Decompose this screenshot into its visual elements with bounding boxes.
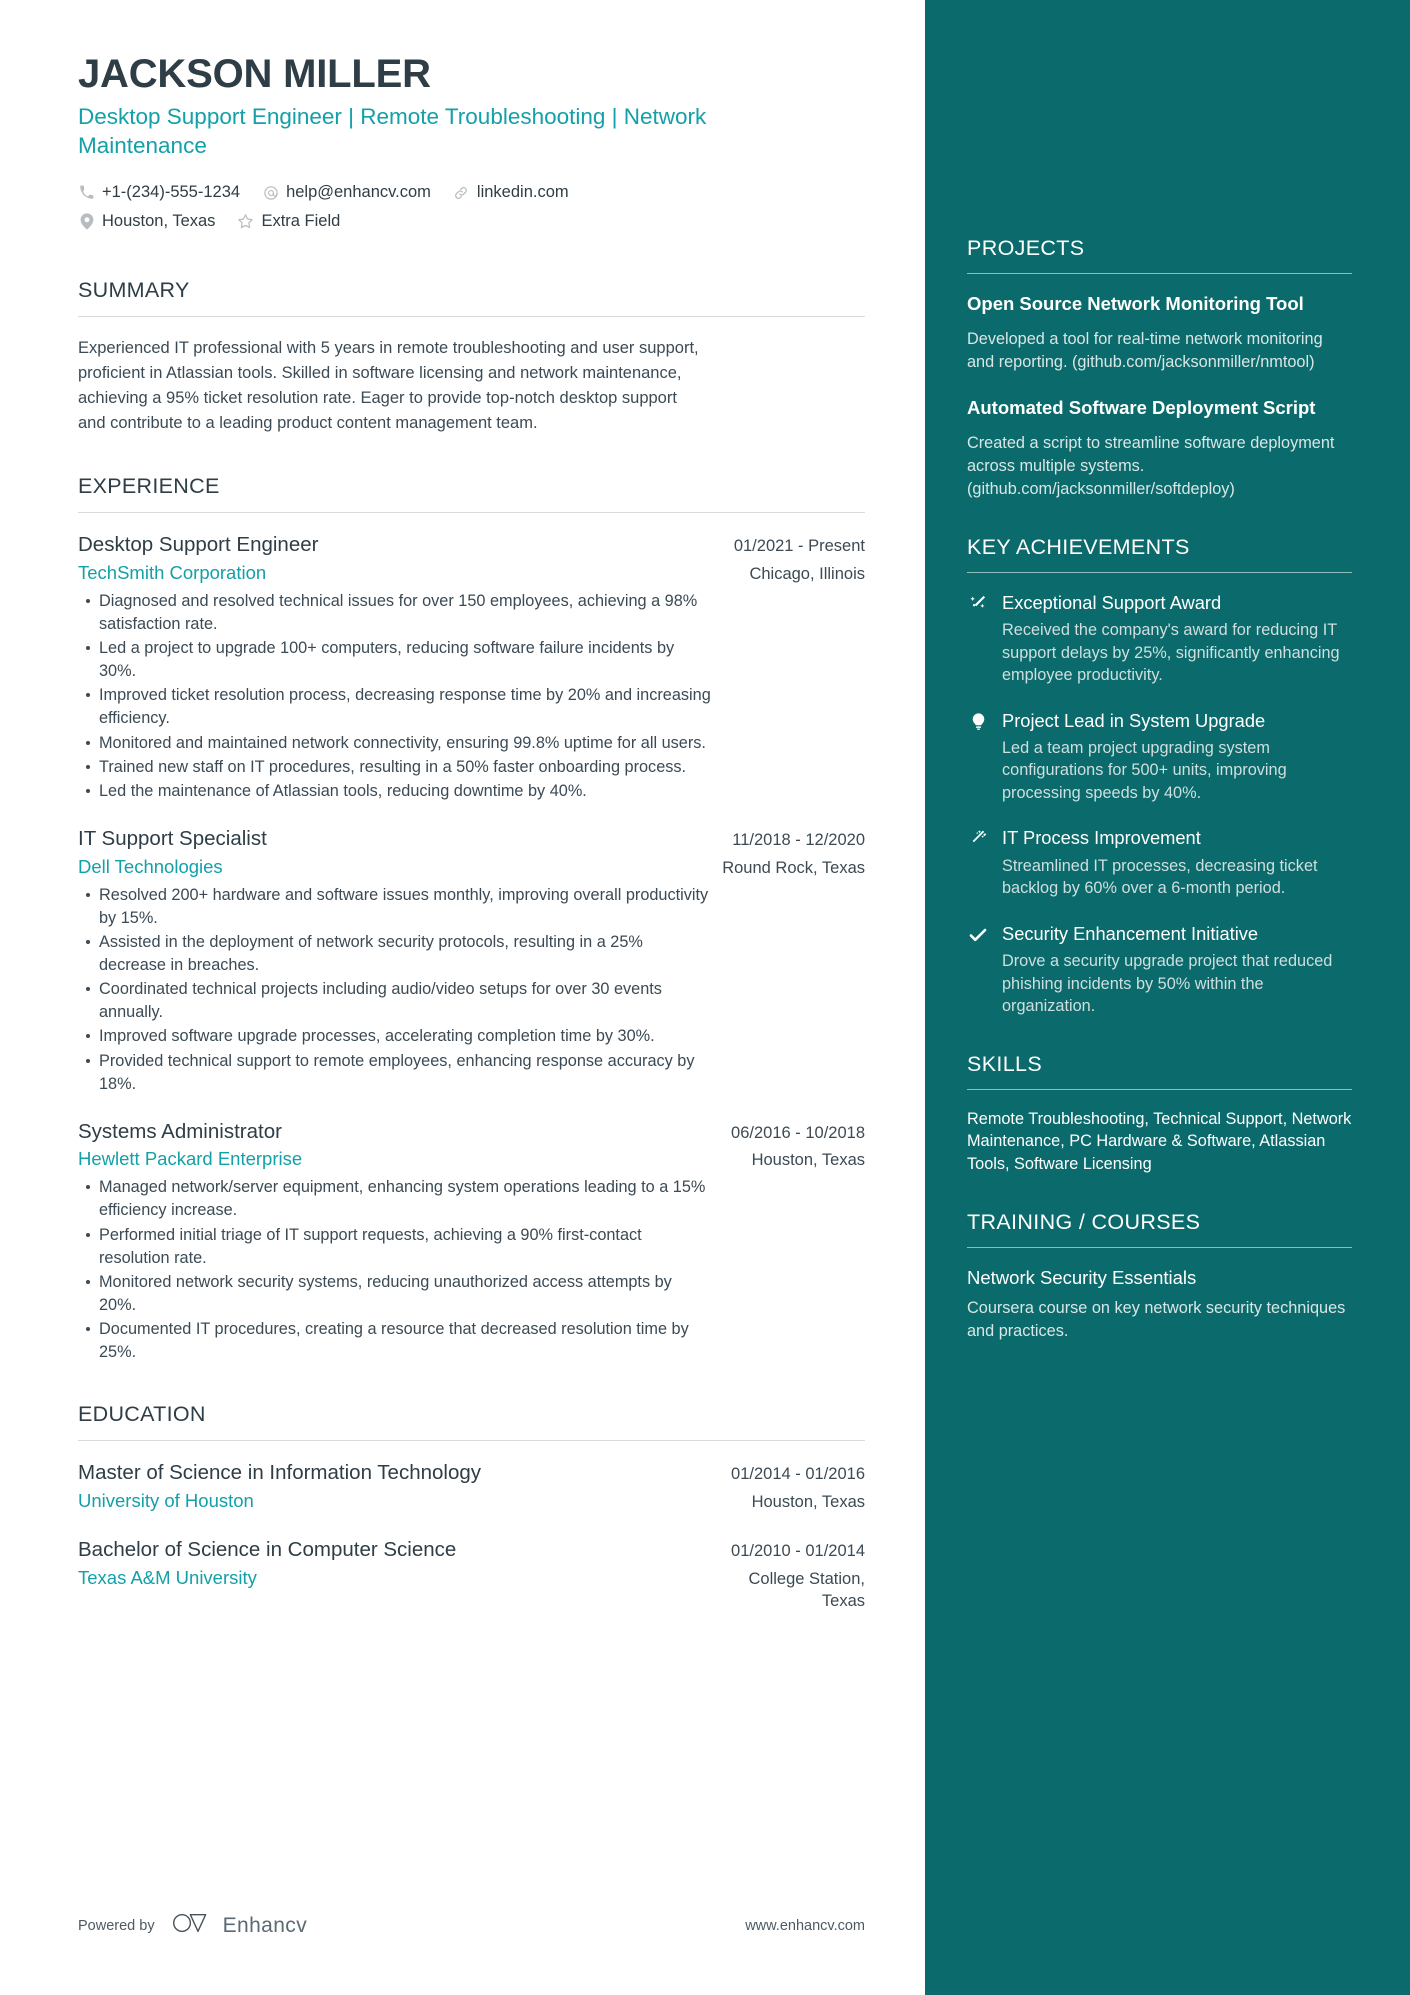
link-icon — [453, 184, 470, 201]
achievement-item — [967, 922, 1352, 1018]
job-bullet: Monitored network security systems, reducing unauthorized access attempts by 20%. — [78, 1271, 713, 1317]
degree-title: Master of Science in Information Technology — [78, 1461, 482, 1485]
achievement-description: Drove a security upgrade project that reduced phishing incidents by 50% within the organization. — [1002, 952, 1333, 1016]
summary-heading: SUMMARY — [78, 278, 865, 317]
contact-email[interactable] — [262, 180, 431, 205]
degree-dates: 01/2010 - 01/2014 — [731, 1541, 865, 1560]
contact-linkedin-value: linkedin.com — [476, 183, 569, 202]
achievement-item — [967, 826, 1352, 899]
achievement-item — [967, 709, 1352, 805]
achievement-body — [1002, 922, 1352, 1018]
course-item — [967, 1266, 1352, 1343]
experience-heading: EXPERIENCE — [78, 474, 865, 513]
achievement-title: Project Lead in System Upgrade — [1002, 709, 1266, 731]
job-bullet: Assisted in the deployment of network security protocols, resulting in a 25% decrease in breaches. — [78, 931, 713, 977]
powered-by-label: Powered by — [78, 1917, 155, 1934]
contact-email-value: help@enhancv.com — [286, 183, 431, 202]
sidebar-column — [925, 0, 1410, 1995]
experience-entry — [78, 826, 865, 1096]
school-name: Texas A&M University — [78, 1566, 257, 1588]
job-dates: 06/2016 - 10/2018 — [731, 1123, 865, 1142]
candidate-name: JACKSON MILLER — [78, 52, 431, 96]
section-skills — [967, 1052, 1352, 1176]
enhancv-logo-icon — [172, 1910, 212, 1941]
experience-entry-header — [78, 826, 865, 853]
job-title: Systems Administrator — [78, 1119, 282, 1143]
section-training-courses — [967, 1210, 1352, 1343]
achievement-title: Exceptional Support Award — [1002, 591, 1222, 613]
job-bullet: Led a project to upgrade 100+ computers, reducing software failure incidents by 30%. — [78, 637, 713, 683]
project-name: Open Source Network Monitoring Tool — [967, 293, 1304, 314]
checkmark-icon — [967, 922, 989, 1018]
job-company: Hewlett Packard Enterprise — [78, 1148, 303, 1170]
experience-entry — [78, 1119, 865, 1365]
education-entry — [78, 1537, 865, 1612]
skills-list: Remote Troubleshooting, Technical Support, Network Maintenance, PC Hardware & Software, Atlassian Tools, Software Licensing — [967, 1109, 1352, 1174]
job-bullet: Trained new staff on IT procedures, resulting in a 50% faster onboarding process. — [78, 756, 713, 779]
star-icon — [237, 213, 254, 230]
section-projects — [967, 236, 1352, 501]
job-bullets — [78, 1176, 865, 1364]
sparkle-star-icon — [967, 591, 989, 687]
project-name: Automated Software Deployment Script — [967, 396, 1316, 418]
project-item — [967, 396, 1352, 501]
job-bullet: Monitored and maintained network connectivity, ensuring 99.8% uptime for all users. — [78, 732, 713, 755]
achievement-title: IT Process Improvement — [1002, 827, 1201, 849]
job-bullet: Improved ticket resolution process, decreasing response time by 20% and increasing efficiency. — [78, 684, 713, 730]
job-title: IT Support Specialist — [78, 827, 267, 850]
education-entry-subheader — [78, 1565, 865, 1613]
education-entry-subheader — [78, 1488, 865, 1514]
education-entry-header — [78, 1537, 865, 1564]
page-footer — [78, 1910, 865, 1941]
project-description: Developed a tool for real-time network monitoring and reporting. (github.com/jacksonmiller/nmtool) — [967, 330, 1323, 372]
job-bullet: Documented IT procedures, creating a resource that decreased resolution time by 25%. — [78, 1318, 713, 1364]
job-bullet: Led the maintenance of Atlassian tools, reducing downtime by 40%. — [78, 780, 713, 803]
section-education — [78, 1402, 865, 1612]
job-location: Round Rock, Texas — [722, 858, 865, 877]
contact-row-secondary — [78, 209, 865, 234]
section-key-achievements — [967, 535, 1352, 1018]
degree-title: Bachelor of Science in Computer Science — [78, 1537, 457, 1561]
footer-website[interactable]: www.enhancv.com — [745, 1917, 865, 1934]
experience-entry-subheader — [78, 854, 865, 880]
magic-wand-icon — [967, 826, 989, 899]
contact-row-primary — [78, 180, 865, 205]
school-location: College Station, Texas — [748, 1569, 865, 1610]
job-bullet: Provided technical support to remote employees, enhancing response accuracy by 18%. — [78, 1050, 713, 1096]
achievement-item — [967, 591, 1352, 687]
contact-linkedin[interactable] — [453, 180, 569, 205]
achievement-body — [1002, 591, 1352, 687]
job-company: TechSmith Corporation — [78, 561, 267, 583]
education-entry — [78, 1460, 865, 1514]
education-entry-header — [78, 1460, 865, 1487]
contact-phone-value: +1-(234)-555-1234 — [102, 183, 241, 202]
lightbulb-icon — [967, 709, 989, 805]
summary-text: Experienced IT professional with 5 years in remote troubleshooting and user support, proficient in Atlassian tools. Skilled in software licensing and network maintenance, achieving a 95% ticket resolution rate. Eager to provide top-notch desktop support and contribute to a leading product content management team. — [78, 338, 699, 433]
achievement-body — [1002, 709, 1352, 805]
experience-entry-header — [78, 532, 865, 559]
job-bullet: Improved software upgrade processes, accelerating completion time by 30%. — [78, 1025, 713, 1048]
job-company: Dell Technologies — [78, 855, 223, 877]
contact-extra-field — [237, 209, 340, 234]
contact-phone[interactable] — [78, 180, 240, 205]
experience-entry — [78, 532, 865, 803]
job-dates: 11/2018 - 12/2020 — [732, 831, 865, 849]
school-name: University of Houston — [78, 1490, 254, 1512]
location-pin-icon — [78, 213, 95, 230]
skills-heading: SKILLS — [967, 1052, 1352, 1090]
powered-by-block — [78, 1910, 307, 1941]
achievement-description: Received the company's award for reducing IT support delays by 25%, significantly enhancing employee productivity. — [1002, 621, 1340, 685]
degree-dates: 01/2014 - 01/2016 — [731, 1465, 865, 1484]
job-location: Chicago, Illinois — [749, 564, 865, 583]
section-experience — [78, 474, 865, 1364]
education-heading: EDUCATION — [78, 1402, 865, 1441]
school-location: Houston, Texas — [751, 1493, 865, 1512]
phone-icon — [78, 184, 95, 201]
contact-location-value: Houston, Texas — [102, 212, 216, 231]
job-bullet: Resolved 200+ hardware and software issues monthly, improving overall productivity by 15%. — [78, 884, 713, 930]
email-icon — [262, 184, 279, 201]
achievement-description: Led a team project upgrading system configurations for 500+ units, improving processing speeds by 40%. — [1002, 738, 1287, 802]
contact-extra-field-value: Extra Field — [261, 212, 341, 231]
contact-location — [78, 209, 215, 234]
job-bullets — [78, 590, 865, 803]
job-bullet: Managed network/server equipment, enhancing system operations leading to a 15% efficiency increase. — [78, 1176, 713, 1222]
achievement-title: Security Enhancement Initiative — [1002, 922, 1259, 944]
job-bullet: Diagnosed and resolved technical issues for over 150 employees, achieving a 98% satisfaction rate. — [78, 590, 713, 636]
section-summary — [78, 278, 865, 436]
achievement-description: Streamlined IT processes, decreasing ticket backlog by 60% over a 6-month period. — [1002, 856, 1318, 898]
job-bullets — [78, 884, 865, 1096]
course-description: Coursera course on key network security techniques and practices. — [967, 1299, 1346, 1340]
project-description: Created a script to streamline software deployment across multiple systems. (github.com/jacksonmiller/softdeploy) — [967, 434, 1335, 498]
experience-entry-header — [78, 1119, 865, 1146]
project-item — [967, 292, 1352, 374]
enhancv-brand — [172, 1910, 308, 1941]
experience-entry-subheader — [78, 1146, 865, 1172]
contact-info — [78, 180, 865, 234]
projects-heading: PROJECTS — [967, 236, 1352, 274]
job-bullet: Performed initial triage of IT support requests, achieving a 90% first-contact resolution rate. — [78, 1224, 713, 1270]
experience-entry-subheader — [78, 560, 865, 586]
job-title: Desktop Support Engineer — [78, 533, 319, 557]
achievement-body — [1002, 826, 1352, 899]
job-bullet: Coordinated technical projects including audio/video setups for over 30 events annually. — [78, 978, 713, 1024]
key-achievements-heading: KEY ACHIEVEMENTS — [967, 535, 1352, 573]
training-heading: TRAINING / COURSES — [967, 1210, 1352, 1248]
job-dates: 01/2021 - Present — [733, 537, 865, 556]
enhancv-brand-name: Enhancv — [222, 1913, 308, 1937]
job-location: Houston, Texas — [751, 1151, 865, 1170]
course-name: Network Security Essentials — [967, 1267, 1197, 1289]
candidate-headline: Desktop Support Engineer | Remote Troubleshooting | Network Maintenance — [78, 103, 707, 158]
